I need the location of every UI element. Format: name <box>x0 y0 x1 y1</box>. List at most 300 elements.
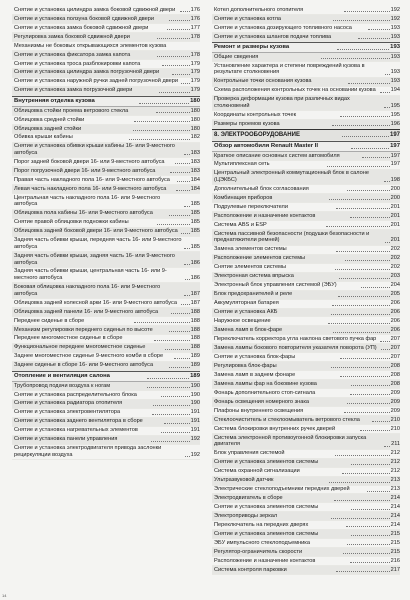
toc-entry-title: Снятие и установка элементов системы <box>214 459 319 466</box>
toc-entry-title: Снятие и установка замка погрузочной двери <box>14 87 133 94</box>
toc-page-number: 183 <box>190 159 201 165</box>
toc-page-number: 209 <box>390 398 401 405</box>
toc-entry-title: Замена ламп в блок-фаре <box>214 327 283 334</box>
toc-page-number: 177 <box>190 24 200 31</box>
toc-entry <box>12 134 200 143</box>
toc-leader-dots <box>372 421 389 422</box>
toc-entry <box>212 309 400 318</box>
toc-leader-dots <box>329 482 390 483</box>
toc-entry-title: Центральная часть накладного пола 16- или 9-местного автобуса <box>14 194 161 208</box>
toc-page-number: 209 <box>390 389 401 396</box>
toc-entry-title: Центральный электронный коммутационный блок в салоне (ЦЭКБС) <box>214 170 369 184</box>
toc-entry <box>212 87 400 96</box>
toc-page-number: 196 <box>390 120 400 127</box>
toc-entry <box>212 161 400 170</box>
toc-page-number: 206 <box>390 309 400 316</box>
toc-entry <box>12 69 200 78</box>
toc-entry-title: Замена ламп в заднем фонаре <box>214 371 296 378</box>
toc-page-number: 193 <box>390 33 400 40</box>
toc-entry-title: Блок предохранителей и реле <box>214 291 293 298</box>
toc-leader-dots <box>329 199 390 200</box>
toc-entry-title: Левая часть накладного пола 16- или 9-местного автобуса <box>14 185 167 192</box>
toc-page-number: 202 <box>390 255 400 262</box>
toc-entry <box>12 15 200 24</box>
toc-leader-dots <box>351 535 389 536</box>
toc-entry-title: Блок управления системой <box>214 450 285 457</box>
toc-entry-title: Ультразвуковой датчик <box>214 477 274 484</box>
toc-entry <box>12 283 200 299</box>
toc-entry <box>12 427 200 436</box>
toc-entry <box>12 382 200 391</box>
toc-entry <box>212 62 400 78</box>
toc-leader-dots <box>334 500 390 501</box>
toc-entry <box>12 344 200 353</box>
toc-entry <box>212 152 400 161</box>
toc-page-number: 190 <box>190 391 201 398</box>
toc-entry <box>12 33 200 42</box>
toc-entry-title: Регулировка замка боковой сдвижной двери <box>14 33 130 40</box>
toc-leader-dots <box>381 349 390 350</box>
toc-leader-dots <box>164 423 190 424</box>
toc-page-number: 201 <box>390 237 400 244</box>
toc-entry-title: Наружное освещение <box>214 318 271 325</box>
toc-page-number: 207 <box>390 336 400 343</box>
toc-entry <box>12 308 200 317</box>
toc-entry <box>12 107 200 116</box>
toc-leader-dots <box>161 396 190 397</box>
toc-left-column <box>12 6 200 600</box>
toc-entry <box>212 24 400 33</box>
toc-leader-dots <box>153 405 189 406</box>
toc-page-number: 197 <box>390 161 400 168</box>
toc-leader-dots <box>335 269 389 270</box>
toc-leader-dots <box>333 332 389 333</box>
toc-leader-dots <box>174 358 190 359</box>
toc-page-number: 206 <box>390 327 401 334</box>
toc-entry-title: Снятие и установка фиксатора замка капота <box>14 51 131 58</box>
toc-page-number: 208 <box>390 371 400 378</box>
toc-leader-dots <box>185 456 190 457</box>
toc-page-number: 180 <box>190 116 201 123</box>
toc-entry-title: Снятие и установка наружной ручки задней погрузочной двери <box>14 78 178 85</box>
toc-entry-title: Облицовка стойки проема ветрового стекла <box>14 107 129 114</box>
toc-page-number: 208 <box>390 363 400 369</box>
toc-entry-title: Система пассивной безопасности (подушки безопасности и преднатяжители ремней) <box>214 230 370 244</box>
toc-leader-dots <box>331 518 390 519</box>
toc-entry-title: Заднее многоместное сиденье 9-местного комби в сборе <box>14 353 164 360</box>
toc-leader-dots <box>181 304 190 305</box>
toc-leader-dots <box>133 130 190 131</box>
toc-leader-dots <box>380 341 389 342</box>
toc-page-number: 183 <box>190 167 200 174</box>
toc-leader-dots <box>159 92 190 93</box>
toc-entry-title: Контрольные точки основания кузова <box>214 78 312 85</box>
toc-entry <box>12 42 200 51</box>
toc-entry-title: Обивка крыши кабины <box>14 134 73 141</box>
toc-entry <box>212 362 400 371</box>
toc-leader-dots <box>350 562 390 563</box>
toc-leader-dots <box>169 20 189 21</box>
toc-entry <box>212 344 400 353</box>
toc-page-number: 184 <box>190 176 201 183</box>
toc-leader-dots <box>161 432 189 433</box>
toc-entry-title: Стеклоочиститель и стеклоомыватель ветрового стекла <box>214 416 360 423</box>
toc-page-number: 200 <box>390 194 400 201</box>
page-corner-mark: 14 <box>2 593 7 598</box>
toc-entry-title: Общие сведения <box>214 53 259 60</box>
toc-page-number: 187 <box>190 290 200 297</box>
toc-entry-title: Мультиплексная сеть <box>214 161 270 168</box>
toc-leader-dots <box>156 112 189 113</box>
toc-leader-dots <box>167 29 190 30</box>
toc-leader-dots <box>147 378 189 379</box>
toc-page-number: 189 <box>190 362 201 369</box>
toc-entry-title: Подрулевые переключатели <box>214 203 288 210</box>
toc-leader-dots <box>340 358 390 359</box>
toc-entry-title: Электродвигатель в сборе <box>214 495 283 502</box>
toc-leader-dots <box>384 446 390 447</box>
toc-page-number: 197 <box>390 143 400 150</box>
toc-entry-title: Переключатель на передних дверях <box>214 522 309 529</box>
toc-entry <box>212 477 400 486</box>
toc-leader-dots <box>340 116 389 117</box>
toc-entry-title: Расположение и назначение контактов <box>214 212 316 219</box>
toc-page-number: 202 <box>390 246 400 253</box>
toc-leader-dots <box>181 83 189 84</box>
toc-leader-dots <box>350 217 390 218</box>
toc-page-number: 201 <box>390 212 401 219</box>
toc-entry-title: Фонарь дополнительного стоп-сигнала <box>214 389 316 396</box>
toc-entry <box>212 326 400 335</box>
toc-page-number: 186 <box>190 275 200 282</box>
toc-entry <box>12 219 200 228</box>
toc-entry-title: Облицовка задней стойки <box>14 125 82 132</box>
toc-entry <box>212 246 400 255</box>
toc-entry-title: Порог задней боковой двери 16- или 9-местного автобуса <box>14 159 165 165</box>
toc-leader-dots <box>331 314 390 315</box>
toc-leader-dots <box>343 553 389 554</box>
toc-page-number: 198 <box>390 177 400 184</box>
toc-page-number: 187 <box>190 299 200 306</box>
toc-entry <box>12 317 200 326</box>
toc-entry-title: Снятие и установка цилиндра замка боковой сдвижной двери <box>14 6 176 13</box>
toc-leader-dots <box>358 38 390 39</box>
toc-leader-dots <box>184 264 189 265</box>
toc-page-number: 179 <box>190 78 200 85</box>
toc-page-number: 194 <box>390 87 401 94</box>
toc-page-number: 211 <box>391 441 400 448</box>
toc-entry <box>12 194 200 210</box>
toc-entry <box>212 459 400 468</box>
toc-entry <box>212 494 400 503</box>
toc-leader-dots <box>351 509 389 510</box>
toc-page-number: 192 <box>190 436 200 443</box>
toc-page-number: 193 <box>390 44 401 51</box>
toc-entry-title: Расположение и назначение контактов <box>214 557 316 564</box>
toc-entry-title: Электрические стеклоподъемники передних дверей <box>214 486 350 493</box>
toc-leader-dots <box>151 441 190 442</box>
toc-entry <box>212 264 400 273</box>
toc-entry <box>212 416 400 425</box>
toc-entry <box>12 116 200 125</box>
toc-page-number: 208 <box>390 380 401 387</box>
toc-entry <box>12 87 200 96</box>
toc-entry-title: Порог погрузочной двери 16- или 9-местного автобуса <box>14 167 156 174</box>
toc-entry <box>212 521 400 530</box>
toc-page-number: 205 <box>390 291 401 298</box>
toc-page-number: 192 <box>390 6 400 13</box>
toc-entry-title: ЭБУ импульсного стеклоподъемника <box>214 540 310 546</box>
toc-entry <box>212 282 400 291</box>
toc-page-number: 212 <box>390 450 400 457</box>
toc-entry-title: Функциональное переднее многоместное сиденье <box>14 344 146 351</box>
toc-entry <box>212 194 400 203</box>
toc-section-heading <box>212 42 400 53</box>
toc-leader-dots <box>337 49 390 50</box>
toc-leader-dots <box>177 181 189 182</box>
toc-leader-dots <box>184 248 189 249</box>
toc-entry <box>12 418 200 427</box>
toc-section-heading <box>212 141 400 152</box>
toc-entry <box>212 425 400 434</box>
toc-leader-dots <box>332 125 390 126</box>
toc-page-number: 184 <box>190 185 201 192</box>
toc-entry <box>212 212 400 221</box>
toc-entry-title: Трубопровод подачи воздуха к ногам <box>14 382 111 389</box>
toc-leader-dots <box>368 29 389 30</box>
toc-entry-title: Электроприводы зеркал <box>214 513 278 520</box>
toc-entry <box>12 400 200 409</box>
toc-page-number: 188 <box>190 308 201 315</box>
toc-page-number: 190 <box>190 400 201 407</box>
toc-page-number: 176 <box>190 15 201 22</box>
toc-entry-title: Снятие и установка котла <box>214 15 282 22</box>
toc-leader-dots <box>129 139 190 140</box>
toc-page-number: 185 <box>190 228 200 235</box>
toc-leader-dots <box>134 322 189 323</box>
toc-entry <box>212 557 400 566</box>
toc-entry <box>212 353 400 362</box>
toc-entry-title: Механизмы не боковых открывающихся элементов кузова <box>14 42 167 49</box>
toc-page-number: 193 <box>390 69 400 76</box>
toc-page-number: 178 <box>190 51 200 58</box>
toc-entry-title: Снятие и установка троса разблокировки капота <box>14 60 141 67</box>
toc-leader-dots <box>384 107 390 108</box>
toc-entry-title: Замена лампы бокового повторителя указателя поворота (УП) <box>214 345 377 352</box>
toc-entry <box>212 170 400 186</box>
toc-entry <box>212 96 400 112</box>
toc-entry-title: Система электронной противоугонной блокировки запуска двигателя <box>214 434 367 448</box>
toc-page-number: 215 <box>390 540 400 546</box>
toc-entry-title: Переднее сиденье в сборе <box>14 317 85 324</box>
toc-leader-dots <box>327 166 390 167</box>
toc-entry <box>212 255 400 264</box>
toc-entry-title: Снятие и установка дозирующего топливного насоса <box>214 24 352 31</box>
toc-entry <box>12 210 200 219</box>
toc-entry-title: Снятие и установка нагревательных элементов <box>14 427 138 434</box>
toc-entry-title: Задняя часть обивки крыши, передняя часть 16- или 9-местного автобуса <box>14 237 182 250</box>
toc-entry-title: Снятие и установка радиатора отопителя <box>14 400 123 407</box>
toc-section-heading <box>12 371 200 382</box>
toc-leader-dots <box>184 206 190 207</box>
toc-entry-title: Заднее сиденье в сборе 16- или 9-местного автобуса <box>14 362 154 369</box>
toc-page-number: 210 <box>390 416 400 423</box>
toc-page-number: 207 <box>390 354 400 361</box>
toc-entry-title: Фонарь освещения номерного знака <box>214 398 310 405</box>
toc-page-number: 185 <box>190 219 201 226</box>
toc-entry <box>212 78 400 87</box>
toc-leader-dots <box>348 83 390 84</box>
toc-entry-title: Котел дополнительного отопителя <box>214 6 304 13</box>
toc-page-number: 192 <box>390 15 400 22</box>
toc-entry <box>12 24 200 33</box>
toc-leader-dots <box>351 464 389 465</box>
toc-page-number: 206 <box>390 300 401 307</box>
toc-leader-dots <box>157 56 189 57</box>
toc-leader-dots <box>157 224 190 225</box>
toc-page-number: 185 <box>190 210 200 217</box>
toc-page-number: 178 <box>190 33 201 40</box>
toc-right-column <box>212 6 400 600</box>
toc-leader-dots <box>180 11 190 12</box>
toc-leader-dots <box>170 172 190 173</box>
toc-entry <box>212 486 400 495</box>
toc-entry <box>12 228 200 237</box>
toc-page-number: 180 <box>190 125 201 132</box>
toc-page-number: 186 <box>190 259 200 266</box>
toc-page-number: 182 <box>190 134 201 141</box>
toc-leader-dots <box>335 455 390 456</box>
toc-entry <box>12 445 200 461</box>
toc-entry <box>212 185 400 194</box>
toc-leader-dots <box>328 323 390 324</box>
toc-page-number: 202 <box>390 264 400 271</box>
toc-entry-title: Обзор автомобиля Renault Master II <box>214 143 318 150</box>
toc-page-number: 214 <box>390 495 401 502</box>
toc-entry <box>12 409 200 418</box>
toc-page-number: 214 <box>390 522 400 529</box>
toc-leader-dots <box>169 367 190 368</box>
toc-entry-title: Снятие и установка блок-фары <box>214 354 296 361</box>
toc-page-number: 215 <box>390 531 401 538</box>
toc-leader-dots <box>169 331 190 332</box>
toc-entry <box>212 230 400 246</box>
toc-page-number: 189 <box>190 353 200 360</box>
toc-leader-dots <box>184 295 190 296</box>
toc-leader-dots <box>321 58 389 59</box>
toc-page-number: 191 <box>190 418 201 425</box>
toc-leader-dots <box>181 233 189 234</box>
toc-leader-dots <box>385 74 390 75</box>
toc-entry <box>212 566 400 575</box>
toc-page-number: 201 <box>390 203 401 210</box>
toc-entry-title: Схема расположения контрольных точек на основании кузова <box>214 87 376 94</box>
toc-entry-title: Снятие и установка распределительного блока <box>14 391 137 398</box>
toc-entry-title: Отопление и вентиляция салона <box>14 373 110 380</box>
toc-entry-title: Снятие и установка заднего вентилятора в сборе <box>14 418 143 425</box>
toc-page-number: 213 <box>390 477 401 484</box>
toc-entry <box>212 273 400 282</box>
toc-leader-dots <box>340 376 390 377</box>
toc-page-number: 188 <box>190 344 200 351</box>
toc-entry <box>212 291 400 300</box>
toc-entry <box>212 450 400 459</box>
toc-page-number: 191 <box>190 409 200 416</box>
toc-page-number: 193 <box>390 24 400 31</box>
toc-page-number: 209 <box>390 407 401 414</box>
toc-section-heading <box>212 129 400 141</box>
toc-leader-dots <box>350 394 390 395</box>
toc-page-number: 197 <box>390 152 400 159</box>
toc-leader-dots <box>344 11 390 12</box>
toc-entry <box>12 237 200 253</box>
toc-entry-title: Регулятор-ограничитель скорости <box>214 548 303 555</box>
toc-page-number: 207 <box>390 345 401 352</box>
toc-entry-title: Аккумуляторная батарея <box>214 300 279 307</box>
toc-leader-dots <box>344 412 390 413</box>
toc-leader-dots <box>152 414 189 415</box>
toc-leader-dots <box>347 190 390 191</box>
toc-page-number: 185 <box>190 201 200 208</box>
toc-leader-dots <box>185 279 190 280</box>
toc-entry-title: Система блокировки внутренних ручек дверей <box>214 425 336 432</box>
toc-entry-title: Внутренняя отделка кузова <box>14 98 95 105</box>
toc-entry <box>212 512 400 521</box>
toc-leader-dots <box>326 226 390 227</box>
toc-entry-title: Снятие и установка шлангов подачи топлива <box>214 33 332 40</box>
toc-leader-dots <box>345 260 390 261</box>
toc-entry <box>212 389 400 398</box>
toc-entry-title: Снятие и установка замка боковой сдвижной двери <box>14 24 149 31</box>
toc-entry <box>12 176 200 185</box>
toc-page-number: 179 <box>190 69 201 76</box>
toc-page-number: 206 <box>390 318 401 325</box>
toc-entry <box>12 167 200 176</box>
toc-page-number: 176 <box>190 6 200 13</box>
toc-page-number: 188 <box>190 317 200 324</box>
toc-entry <box>212 111 400 120</box>
toc-entry <box>212 6 400 15</box>
toc-leader-dots <box>154 340 190 341</box>
toc-entry <box>212 33 400 42</box>
toc-entry <box>12 391 200 400</box>
toc-entry-title: Электронная система впрыска <box>214 273 294 280</box>
toc-entry-title: Проверка деформации кузова при различных видах столкновений <box>214 96 350 109</box>
toc-leader-dots <box>384 181 390 182</box>
toc-entry-title: Переднее многоместное сиденье в сборе <box>14 335 123 342</box>
toc-entry-title: Регулировка блок-фары <box>214 363 277 369</box>
toc-entry-title: Облицовка задней боковой двери 16- или 9-местного автобуса <box>14 228 178 235</box>
toc-entry-title: Замена лампы фар на боковине кузова <box>214 380 317 387</box>
toc-entry-title: Снятие и установка цилиндра замка погрузочной двери <box>14 69 160 76</box>
toc-leader-dots <box>162 65 189 66</box>
toc-page-number: 179 <box>190 60 201 67</box>
toc-entry <box>12 143 200 159</box>
toc-entry <box>212 53 400 62</box>
toc-leader-dots <box>147 387 189 388</box>
toc-entry-title: Замена элементов системы <box>214 246 287 253</box>
toc-entry-title: Электронный блок управления системой (ЭБУ) <box>214 282 337 289</box>
toc-entry-title: Размеры проемов кузова <box>214 120 280 127</box>
toc-entry <box>12 335 200 344</box>
toc-entry <box>212 371 400 380</box>
toc-entry-title: Краткое описание основных систем автомобиля <box>214 152 340 159</box>
toc-leader-dots <box>361 287 390 288</box>
toc-entry <box>212 380 400 389</box>
toc-entry-title: Расположение элементов системы <box>214 255 306 262</box>
toc-leader-dots <box>339 278 389 279</box>
toc-entry <box>212 398 400 407</box>
